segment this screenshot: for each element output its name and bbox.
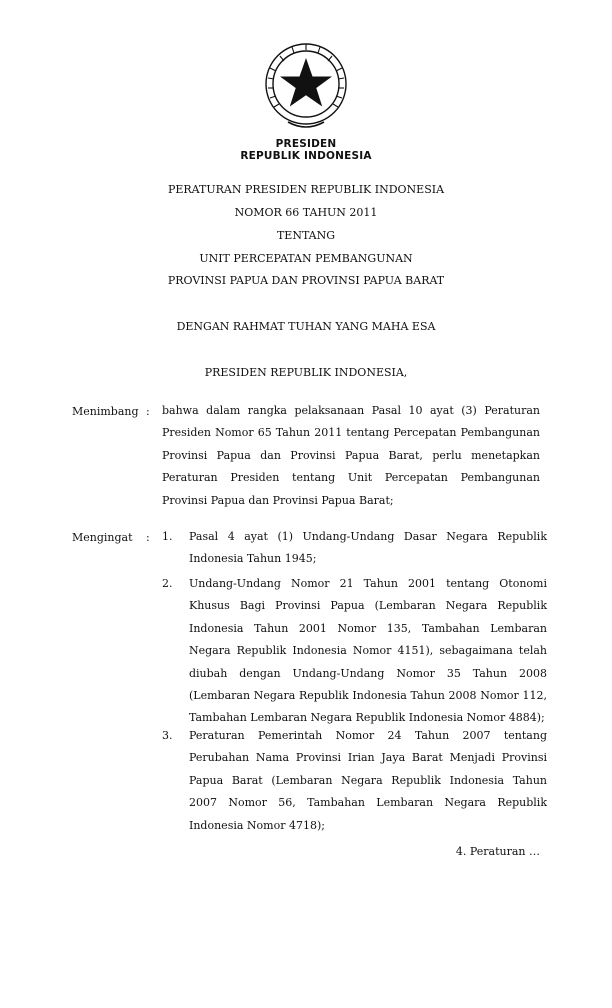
list-item-number: 1. (162, 530, 173, 543)
invocation: DENGAN RAHMAT TUHAN YANG MAHA ESA (176, 320, 436, 333)
emblem-caption-title: PRESIDEN (275, 138, 337, 150)
issuer: PRESIDEN REPUBLIK INDONESIA, (204, 366, 408, 379)
menimbang-label: Menimbang (72, 405, 139, 418)
regulation-about: TENTANG (276, 229, 336, 242)
list-item-text: Peraturan Pemerintah Nomor 24 Tahun 2007 tentang Perubahan Nama Provinsi Irian Jaya Barat Menjadi Provinsi Papua Barat (Lembaran Negara Republik Indonesia Tahun 2007 Nomor 56, Tambahan Lembaran Negara Republik Indonesia Nomor 4718); (189, 729, 547, 832)
list-item-number: 3. (162, 729, 173, 742)
list-item-text: Undang-Undang Nomor 21 Tahun 2001 tentang Otonomi Khusus Bagi Provinsi Papua (Lembaran Negara Republik Indonesia Tahun 2001 Nomor 135, Tambahan Lembaran Negara Republik Indonesia Nomor 4151), sebagaimana telah diubah dengan Undang-Undang Nomor 35 Tahun 2008 (Lembaran Negara Republik Indonesia Tahun 2008 Nomor 112, Tambahan Lembaran Negara Republik Indonesia Nomor 4884); (189, 577, 547, 725)
regulation-subject-line1: UNIT PERCEPATAN PEMBANGUNAN (199, 252, 413, 265)
page-continuation: 4. Peraturan … (455, 845, 540, 858)
list-item-number: 2. (162, 577, 173, 590)
menimbang-text: bahwa dalam rangka pelaksanaan Pasal 10 ayat (3) Peraturan Presiden Nomor 65 Tahun 2011 tentang Percepatan Pembangunan Provinsi Papua dan Provinsi Papua Barat, perlu menetapkan Peraturan Presiden tentang Unit Percepatan Pembangunan Provinsi Papua dan Provinsi Papua Barat; (162, 404, 540, 507)
regulation-subject-line2: PROVINSI PAPUA DAN PROVINSI PAPUA BARAT (167, 274, 445, 287)
regulation-title: PERATURAN PRESIDEN REPUBLIK INDONESIA (167, 183, 445, 196)
menimbang-colon: : (146, 405, 150, 418)
mengingat-colon: : (146, 531, 150, 544)
garuda-star-emblem-icon (258, 38, 354, 142)
emblem-caption-country: REPUBLIK INDONESIA (240, 150, 372, 162)
list-item-text: Pasal 4 ayat (1) Undang-Undang Dasar Negara Republik Indonesia Tahun 1945; (189, 530, 547, 566)
mengingat-label: Mengingat (72, 531, 133, 544)
regulation-number: NOMOR 66 TAHUN 2011 (234, 206, 378, 219)
